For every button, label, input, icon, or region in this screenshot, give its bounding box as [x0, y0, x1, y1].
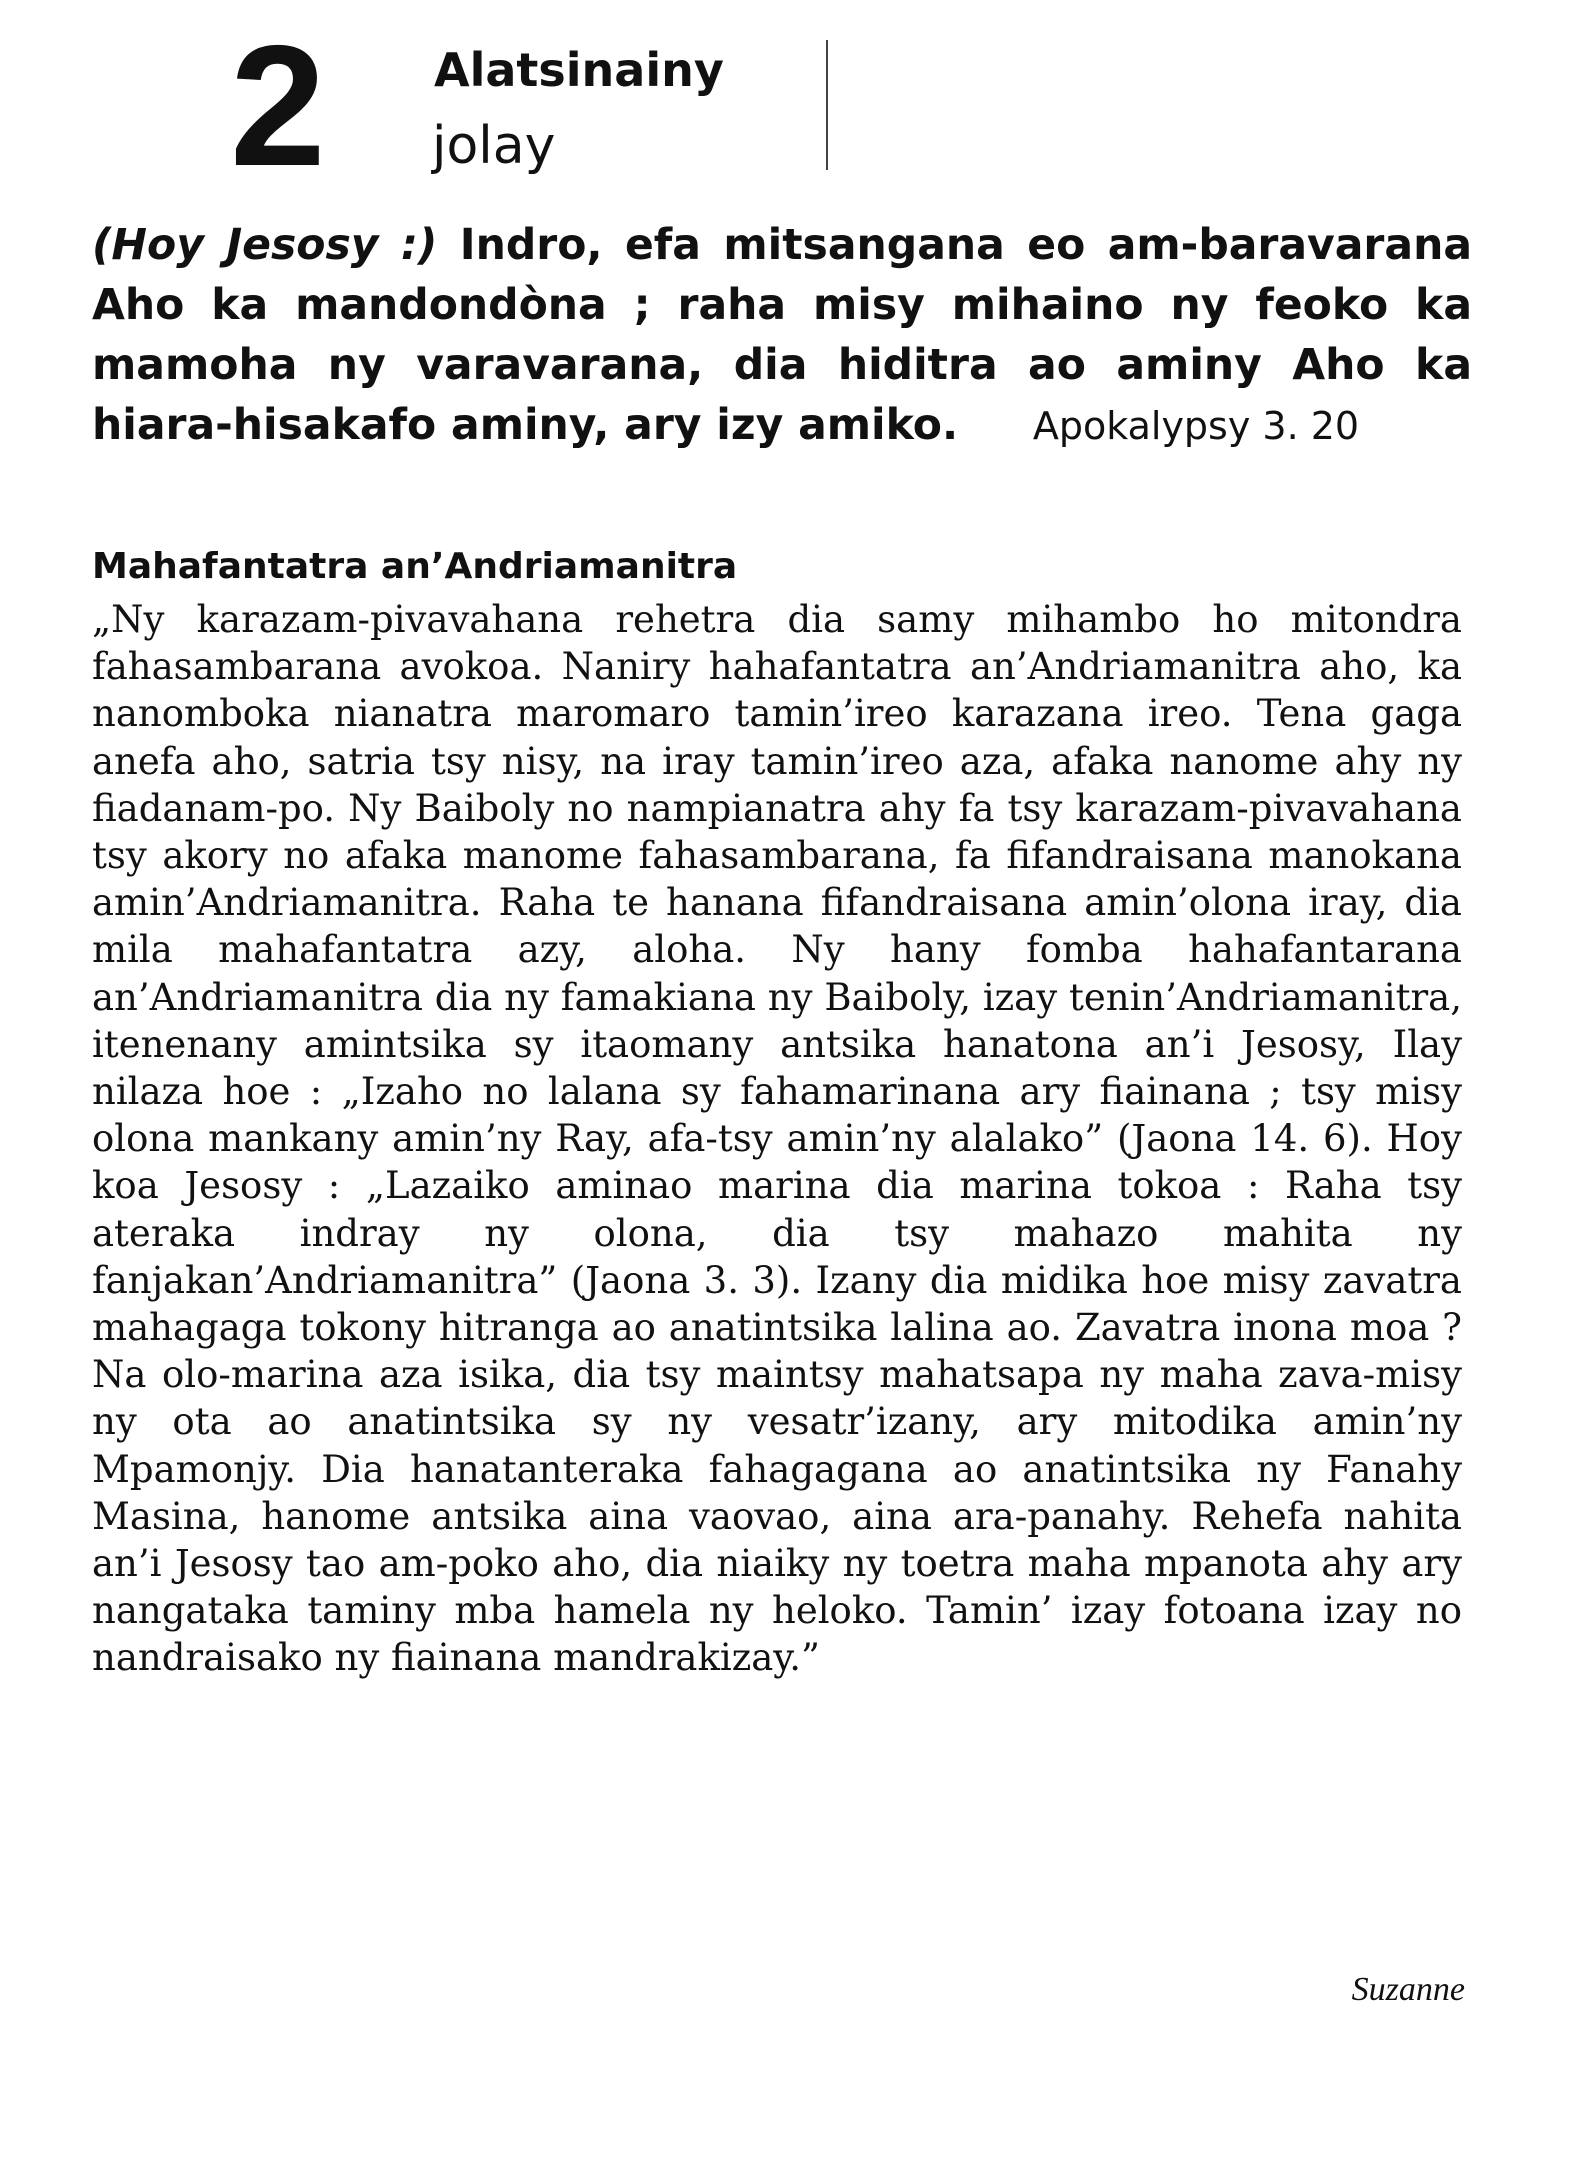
month-name: jolay: [432, 116, 556, 176]
article-title: Mahafantatra an’Andriamanitra: [92, 546, 738, 587]
verse-text: Indro, efa mitsangana eo am-baravarana Aho ka mandondòna ; raha misy mihaino ny feoko ka mamoha ny varavarana, dia hiditra ao aminy Aho ka hiara-hisakafo aminy, ary izy amiko.: [92, 221, 1473, 450]
day-name: Alatsinainy: [434, 43, 724, 97]
verse-reference: Apokalypsy 3. 20: [1032, 404, 1360, 448]
day-number: 2: [230, 10, 324, 202]
daily-verse: [92, 216, 1472, 456]
header-divider: [826, 40, 828, 170]
article-body: „Ny karazam-pivavahana rehetra dia samy mihambo ho mitondra fahasambarana avokoa. Naniry hahafantatra an’Andriamanitra aho, ka nanomboka nianatra maromaro tamin’ireo karazana ireo. Tena gaga anefa aho, satria tsy nisy, na iray tamin’ireo aza, afaka nanome ahy ny fiadanam-po. Ny Baiboly no nampianatra ahy fa tsy karazam-pivavahana tsy akory no afaka manome fahasambarana, fa fifandraisana manokana amin’Andriamanitra. Raha te hanana fifandraisana amin’olona iray, dia mila mahafantatra azy, aloha. Ny hany fomba hahafantarana an’Andriamanitra dia ny famakiana ny Baiboly, izay tenin’Andriamanitra, itenenany amintsika sy itaomany antsika hanatona an’i Jesosy, Ilay nilaza hoe : „Izaho no lalana sy fahamarinana ary fiainana ; tsy misy olona mankany amin’ny Ray, afa-tsy amin’ny alalako” (Jaona 14. 6). Hoy koa Jesosy : „Lazaiko aminao marina dia marina tokoa : Raha tsy ateraka indray ny olona, dia tsy mahazo mahita ny fanjakan’Andriamanitra” (Jaona 3. 3). Izany dia midika hoe misy zavatra mahagaga tokony hitranga ao anatintsika lalina ao. Zavatra inona moa ? Na olo-marina aza isika, dia tsy maintsy mahatsapa ny maha zava-misy ny ota ao anatintsika sy ny vesatr’izany, ary mitodika amin’ny Mpamonjy. Dia hanatanteraka fahagagana ao anatintsika ny Fanahy Masina, hanome antsika aina vaovao, aina ara-panahy. Rehefa nahita an’i Jesosy tao am-poko aho, dia niaiky ny toetra maha mpanota ahy ary nangataka taminy mba hamela ny heloko. Tamin’ izay fotoana izay no nandraisako ny fiainana mandrakizay.”: [92, 598, 1462, 1680]
article-author: Suzanne: [1351, 1971, 1465, 2008]
verse-speaker: (Hoy Jesosy :): [92, 221, 438, 270]
